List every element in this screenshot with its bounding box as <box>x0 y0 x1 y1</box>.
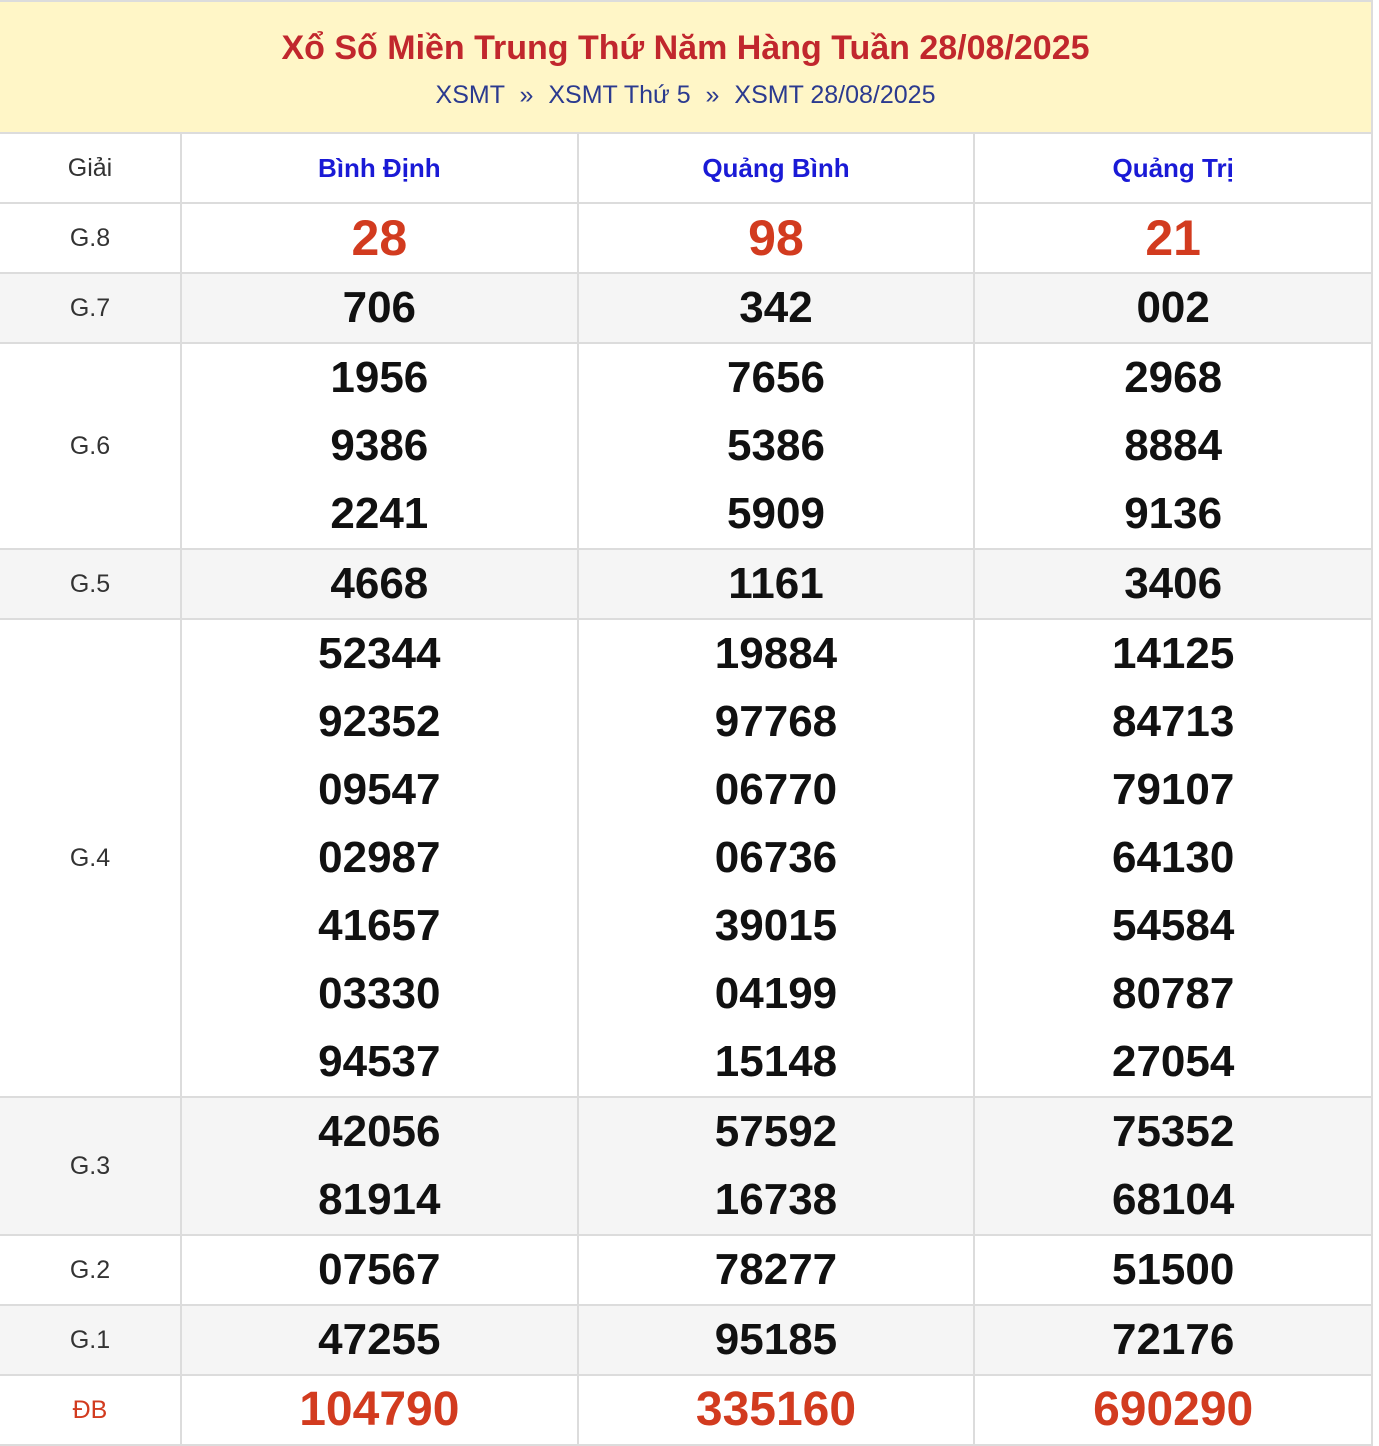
table-row <box>0 1375 1371 1445</box>
result-cell <box>578 549 975 619</box>
result-number: 5909 <box>727 489 825 538</box>
result-number: 92352 <box>318 697 441 746</box>
table-row <box>0 549 1371 619</box>
result-number: 7656 <box>727 353 825 402</box>
province-header-binh-dinh[interactable]: Bình Định <box>181 134 578 203</box>
result-number: 1956 <box>330 353 429 402</box>
table-row <box>0 1097 1371 1235</box>
result-number: 80787 <box>1111 969 1235 1018</box>
result-cell <box>181 549 578 619</box>
result-cell <box>578 273 975 343</box>
result-cell <box>181 273 578 343</box>
result-number: 2241 <box>330 489 429 538</box>
table-header-row <box>0 134 1371 203</box>
prize-label: G.6 <box>0 343 181 549</box>
result-cell <box>974 1305 1371 1375</box>
result-number: 72176 <box>1111 1315 1235 1364</box>
result-number: 06736 <box>714 833 838 882</box>
prize-label: G.1 <box>0 1305 181 1375</box>
result-number: 42056 <box>318 1107 441 1156</box>
result-cell <box>974 343 1371 549</box>
result-number: 54584 <box>1111 901 1235 950</box>
result-number: 79107 <box>1111 765 1235 814</box>
prize-label: ĐB <box>0 1375 181 1445</box>
result-number: 06770 <box>714 765 838 814</box>
result-number: 94537 <box>318 1037 441 1086</box>
prize-column-header: Giải <box>0 134 181 203</box>
result-number: 1161 <box>728 559 824 608</box>
result-number: 335160 <box>695 1383 857 1436</box>
prize-label: G.8 <box>0 203 181 273</box>
result-number: 4668 <box>330 559 429 608</box>
page-title: Xổ Số Miền Trung Thứ Năm Hàng Tuần 28/08/2025 <box>281 29 1090 67</box>
result-number: 104790 <box>299 1383 460 1436</box>
result-cell <box>181 343 578 549</box>
result-number: 41657 <box>318 901 441 950</box>
results-table <box>0 134 1371 1446</box>
result-cell <box>181 203 578 273</box>
result-cell <box>181 619 578 1097</box>
result-number: 19884 <box>714 629 838 678</box>
breadcrumb-xsmt-thu-5[interactable]: XSMT Thứ 5 <box>548 81 691 109</box>
result-number: 68104 <box>1111 1175 1235 1224</box>
result-cell <box>578 1235 975 1305</box>
result-cell <box>578 1305 975 1375</box>
result-number: 690290 <box>1093 1383 1254 1436</box>
result-cell <box>974 619 1371 1097</box>
result-number: 3406 <box>1124 559 1223 608</box>
result-cell <box>974 1235 1371 1305</box>
result-cell <box>974 1097 1371 1235</box>
table-row <box>0 273 1371 343</box>
result-cell <box>578 1097 975 1235</box>
result-number: 64130 <box>1111 833 1235 882</box>
breadcrumb-xsmt-date[interactable]: XSMT 28/08/2025 <box>734 81 936 109</box>
result-number: 8884 <box>1124 421 1223 470</box>
result-number: 04199 <box>714 969 838 1018</box>
result-cell <box>181 1235 578 1305</box>
results-body <box>0 203 1371 1445</box>
result-number: 57592 <box>714 1107 838 1156</box>
result-number: 9136 <box>1124 489 1223 538</box>
prize-label: G.3 <box>0 1097 181 1235</box>
breadcrumb-separator: » <box>519 81 534 109</box>
result-number: 27054 <box>1111 1037 1235 1086</box>
result-cell <box>578 619 975 1097</box>
result-number: 98 <box>748 210 804 266</box>
result-number: 07567 <box>318 1245 441 1294</box>
result-cell <box>181 1097 578 1235</box>
result-number: 81914 <box>318 1175 441 1224</box>
breadcrumb-separator: » <box>705 81 720 109</box>
result-number: 14125 <box>1111 629 1235 678</box>
result-cell <box>578 1375 975 1445</box>
result-cell <box>181 1305 578 1375</box>
result-number: 5386 <box>727 421 825 470</box>
table-row <box>0 343 1371 549</box>
prize-label: G.4 <box>0 619 181 1097</box>
table-row <box>0 203 1371 273</box>
prize-label: G.5 <box>0 549 181 619</box>
result-number: 09547 <box>318 765 441 814</box>
prize-label: G.7 <box>0 273 181 343</box>
result-number: 39015 <box>714 901 838 950</box>
result-number: 706 <box>342 283 417 332</box>
result-number: 28 <box>351 210 408 266</box>
result-cell <box>974 203 1371 273</box>
result-number: 15148 <box>714 1037 838 1086</box>
result-number: 84713 <box>1111 697 1235 746</box>
result-number: 95185 <box>714 1315 838 1364</box>
breadcrumb <box>0 80 1371 110</box>
result-cell <box>181 1375 578 1445</box>
result-number: 342 <box>739 283 813 332</box>
table-row <box>0 1235 1371 1305</box>
breadcrumb-xsmt[interactable]: XSMT <box>435 81 505 109</box>
result-number: 002 <box>1136 283 1210 332</box>
result-number: 2968 <box>1124 353 1223 402</box>
result-number: 51500 <box>1111 1245 1235 1294</box>
table-row <box>0 619 1371 1097</box>
result-cell <box>578 343 975 549</box>
result-number: 78277 <box>714 1245 838 1294</box>
result-number: 21 <box>1145 210 1201 266</box>
result-cell <box>974 273 1371 343</box>
result-number: 03330 <box>318 969 441 1018</box>
result-number: 9386 <box>330 421 429 470</box>
result-number: 47255 <box>318 1315 441 1364</box>
table-row <box>0 1305 1371 1375</box>
result-number: 02987 <box>318 833 441 882</box>
province-header-quang-binh[interactable]: Quảng Bình <box>578 134 975 203</box>
result-number: 97768 <box>714 697 838 746</box>
result-number: 75352 <box>1111 1107 1235 1156</box>
result-number: 16738 <box>714 1175 838 1224</box>
result-cell <box>578 203 975 273</box>
result-cell <box>974 549 1371 619</box>
result-cell <box>974 1375 1371 1445</box>
province-header-quang-tri[interactable]: Quảng Trị <box>974 134 1371 203</box>
results-header <box>0 2 1371 134</box>
result-number: 52344 <box>318 629 441 678</box>
prize-label: G.2 <box>0 1235 181 1305</box>
